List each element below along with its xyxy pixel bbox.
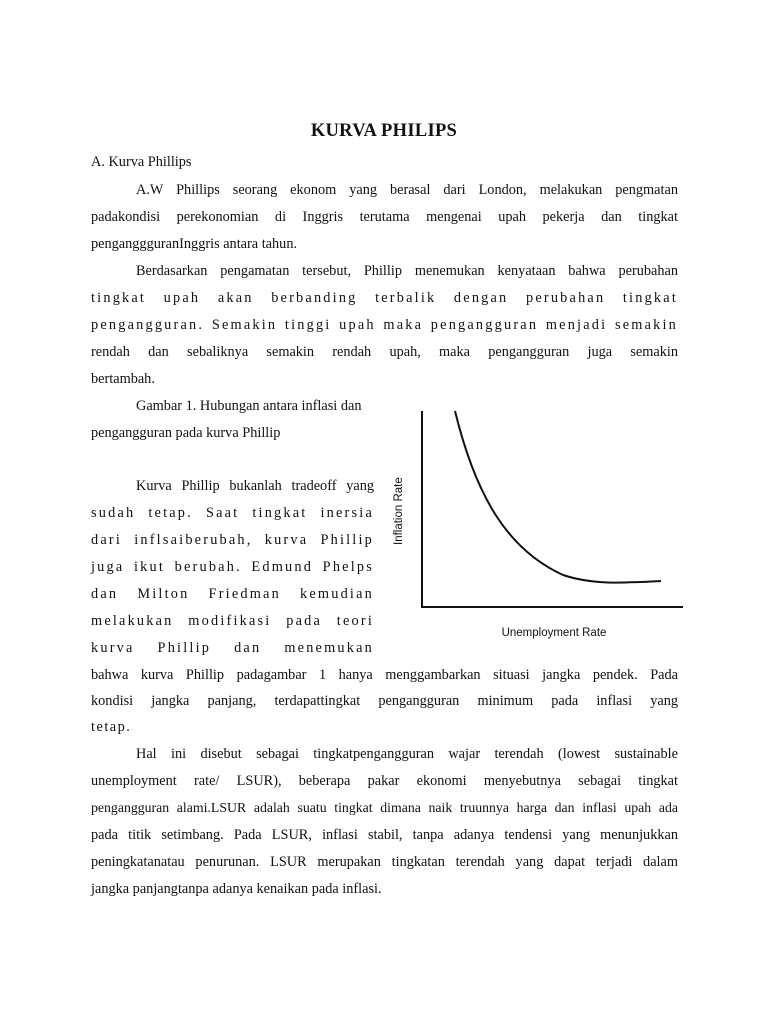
phillips-curve-figure	[388, 405, 688, 645]
text-line: A.W Phillips seorang ekonom yang berasal dari London, melakukan pengmatan	[136, 182, 678, 198]
phillips-curve-graph	[388, 405, 688, 645]
y-axis-label: Inflation Rate	[393, 477, 405, 545]
text-line: bahwa kurva Phillip padagambar 1 hanya menggambarkan situasi jangka pendek. Pada	[91, 667, 678, 683]
text-line: padakondisi perekonomian di Inggris terutama mengenai upah pekerja dan tingkat	[91, 209, 678, 225]
text-line: Hal ini disebut sebagai tingkatpengangguran wajar terendah (lowest sustainable	[136, 746, 678, 762]
caption-line: Gambar 1. Hubungan antara inflasi dan	[136, 398, 362, 414]
text-line: Kurva Phillip bukanlah tradeoff yang	[136, 478, 374, 494]
text-line: dan Milton Friedman kemudian	[91, 586, 374, 602]
text-line: pengangguran alami.LSUR adalah suatu tingkat dimana naik truunnya harga dan inflasi upah ada	[91, 800, 678, 815]
text-line: tetap.	[91, 719, 132, 735]
text-line: pengangguran. Semakin tinggi upah maka pengangguran menjadi semakin	[91, 317, 678, 333]
text-line: juga ikut berubah. Edmund Phelps	[91, 559, 374, 575]
text-line: kondisi jangka panjang, terdapattingkat pengangguran minimum pada inflasi yang	[91, 693, 678, 709]
section-heading: A. Kurva Phillips	[91, 154, 192, 170]
page-title: KURVA PHILIPS	[310, 121, 458, 141]
phillips-curve	[455, 411, 661, 583]
text-line: unemployment rate/ LSUR), beberapa pakar ekonomi menyebutnya sebagai tingkat	[91, 773, 678, 789]
text-line: melakukan modifikasi pada teori	[91, 613, 374, 629]
text-line: jangka panjangtanpa adanya kenaikan pada inflasi.	[91, 881, 382, 897]
text-line: dari inflsaiberubah, kurva Phillip	[91, 532, 374, 548]
text-line: sudah tetap. Saat tingkat inersia	[91, 505, 374, 521]
text-line: rendah dan sebaliknya semakin rendah upah, maka pengangguran juga semakin	[91, 344, 678, 360]
text-line: bertambah.	[91, 371, 155, 387]
text-line: peningkatanatau penurunan. LSUR merupakan tingkatan terendah yang dapat terjadi dalam	[91, 854, 678, 870]
x-axis-label: Unemployment Rate	[501, 627, 607, 639]
caption-line: pengangguran pada kurva Phillip	[91, 425, 281, 441]
text-line: penganggguranInggris antara tahun.	[91, 236, 298, 252]
text-line: pada titik setimbang. Pada LSUR, inflasi stabil, tanpa adanya tendensi yang menunjukkan	[91, 827, 678, 843]
text-line: kurva Phillip dan menemukan	[91, 640, 374, 656]
text-line: tingkat upah akan berbanding terbalik dengan perubahan tingkat	[91, 290, 678, 306]
text-line: Berdasarkan pengamatan tersebut, Phillip menemukan kenyataan bahwa perubahan	[136, 263, 678, 279]
